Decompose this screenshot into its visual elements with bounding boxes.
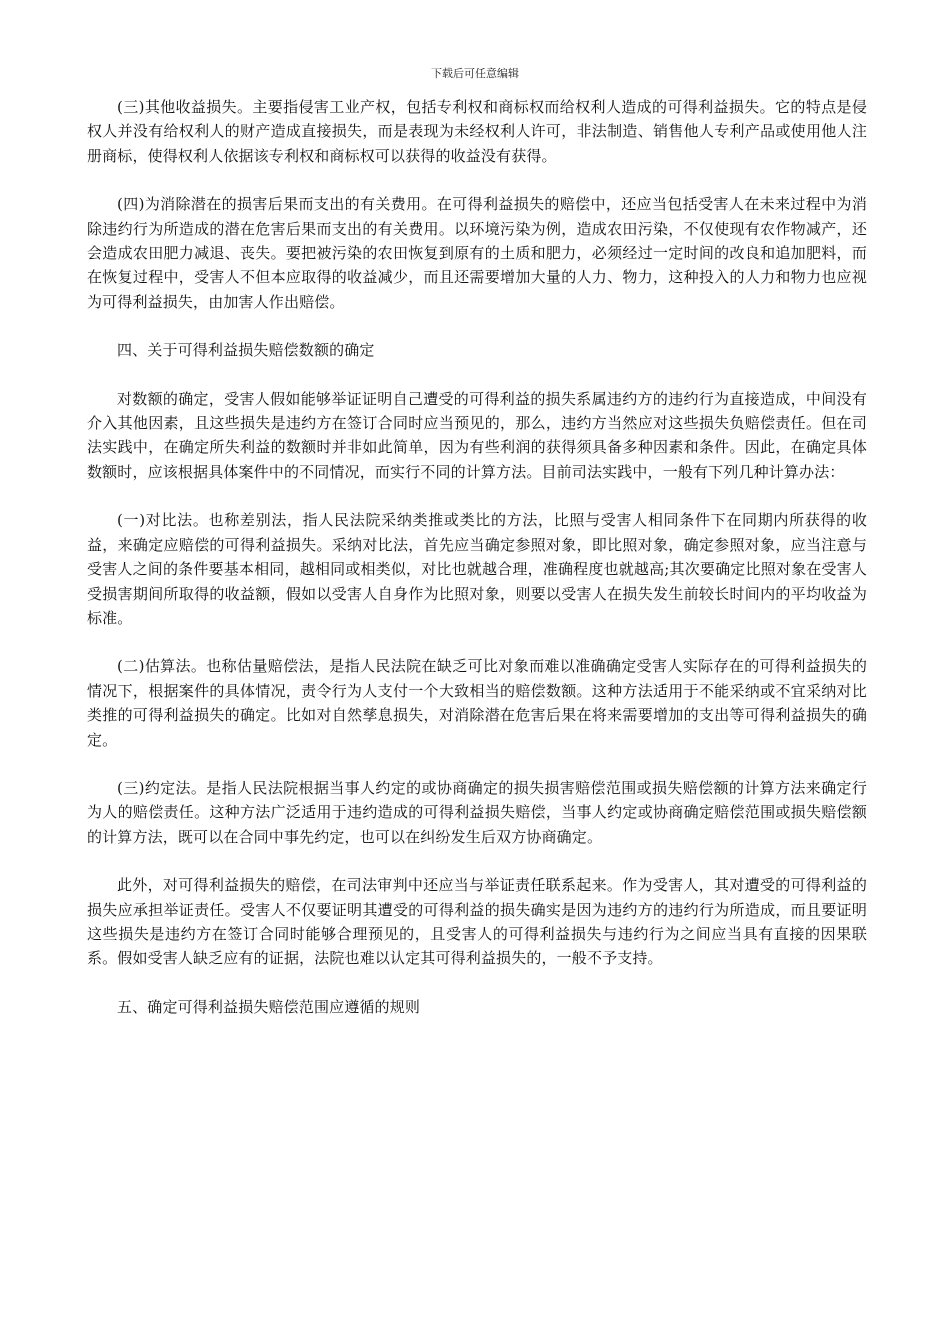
- section-heading-5: 五、确定可得利益损失赔偿范围应遵循的规则: [117, 997, 421, 1016]
- paragraph-comparison-method: (一)对比法。也称差别法，指人民法院采纳类推或类比的方法，比照与受害人相同条件下在同期内所获得的收益，来确定应赔偿的可得利益损失。采纳对比法，首先应当确定参照对象，即比照对象，确定参照对象，应当注意与受害人之间的条件要基本相同，越相同或相类似，对比也就越合理，准确程度也就越高;其次要确定比照对象在受害人受损害期间所取得的收益额，假如以受害人自身作为比照对象，则要以受害人在损失发生前较长时间内的平均收益为标准。: [87, 511, 867, 627]
- section-heading-4: 四、关于可得利益损失赔偿数额的确定: [117, 341, 375, 360]
- paragraph-elimination-costs: (四)为消除潜在的损害后果而支出的有关费用。在可得利益损失的赔偿中，还应当包括受害人在未来过程中为消除违约行为所造成的潜在危害后果而支出的有关费用。以环境污染为例，造成农田污染，不仅使现有农作物减产，还会造成农田肥力减退、丧失。要把被污染的农田恢复到原有的土质和肥力，必须经过一定时间的改良和追加肥料，而在恢复过程中，受害人不但本应取得的收益减少，而且还需要增加大量的人力、物力，这种投入的人力和物力也应视为可得利益损失，由加害人作出赔偿。: [87, 195, 867, 311]
- page-header: 下载后可任意编辑: [431, 67, 519, 80]
- document-body: [87, 95, 867, 1043]
- paragraph-amount-determination: 对数额的确定，受害人假如能够举证证明自己遭受的可得利益的损失系属违约方的违约行为直接造成，中间没有介入其他因素，且这些损失是违约方在签订合同时应当预见的，那么，违约方当然应对这些损失负赔偿责任。但在司法实践中，在确定所失利益的数额时并非如此简单，因为有些利润的获得须具备多种因素和条件。因此，在确定具体数额时，应该根据具体案件中的不同情况，而实行不同的计算方法。目前司法实践中，一般有下列几种计算办法：: [87, 389, 867, 481]
- paragraph-burden-of-proof: 此外，对可得利益损失的赔偿，在司法审判中还应当与举证责任联系起来。作为受害人，其对遭受的可得利益的损失应承担举证责任。受害人不仅要证明其遭受的可得利益的损失确实是因为违约方的违约行为所造成，而且要证明这些损失是违约方在签订合同时能够合理预见的，且受害人的可得利益损失与违约行为之间应当具有直接的因果联系。假如受害人缺乏应有的证据，法院也难以认定其可得利益损失的，一般不予支持。: [87, 876, 867, 968]
- paragraph-estimation-method: (二)估算法。也称估量赔偿法，是指人民法院在缺乏可比对象而难以准确确定受害人实际存在的可得利益损失的情况下，根据案件的具体情况，责令行为人支付一个大致相当的赔偿数额。这种方法适用于不能采纳或不宜采纳对比类推的可得利益损失的确定。比如对自然孳息损失，对消除潜在危害后果在将来需要增加的支出等可得利益损失的确定。: [87, 657, 867, 749]
- paragraph-other-income-loss: (三)其他收益损失。主要指侵害工业产权，包括专利权和商标权而给权利人造成的可得利益损失。它的特点是侵权人并没有给权利人的财产造成直接损失，而是表现为未经权利人许可，非法制造、销售他人专利产品或使用他人注册商标，使得权利人依据该专利权和商标权可以获得的收益没有获得。: [87, 98, 867, 165]
- paragraph-agreement-method: (三)约定法。是指人民法院根据当事人约定的或协商确定的损失损害赔偿范围或损失赔偿额的计算方法来确定行为人的赔偿责任。这种方法广泛适用于违约造成的可得利益损失赔偿，当事人约定或协商确定赔偿范围或损失赔偿额的计算方法，既可以在合同中事先约定，也可以在纠纷发生后双方协商确定。: [87, 778, 867, 846]
